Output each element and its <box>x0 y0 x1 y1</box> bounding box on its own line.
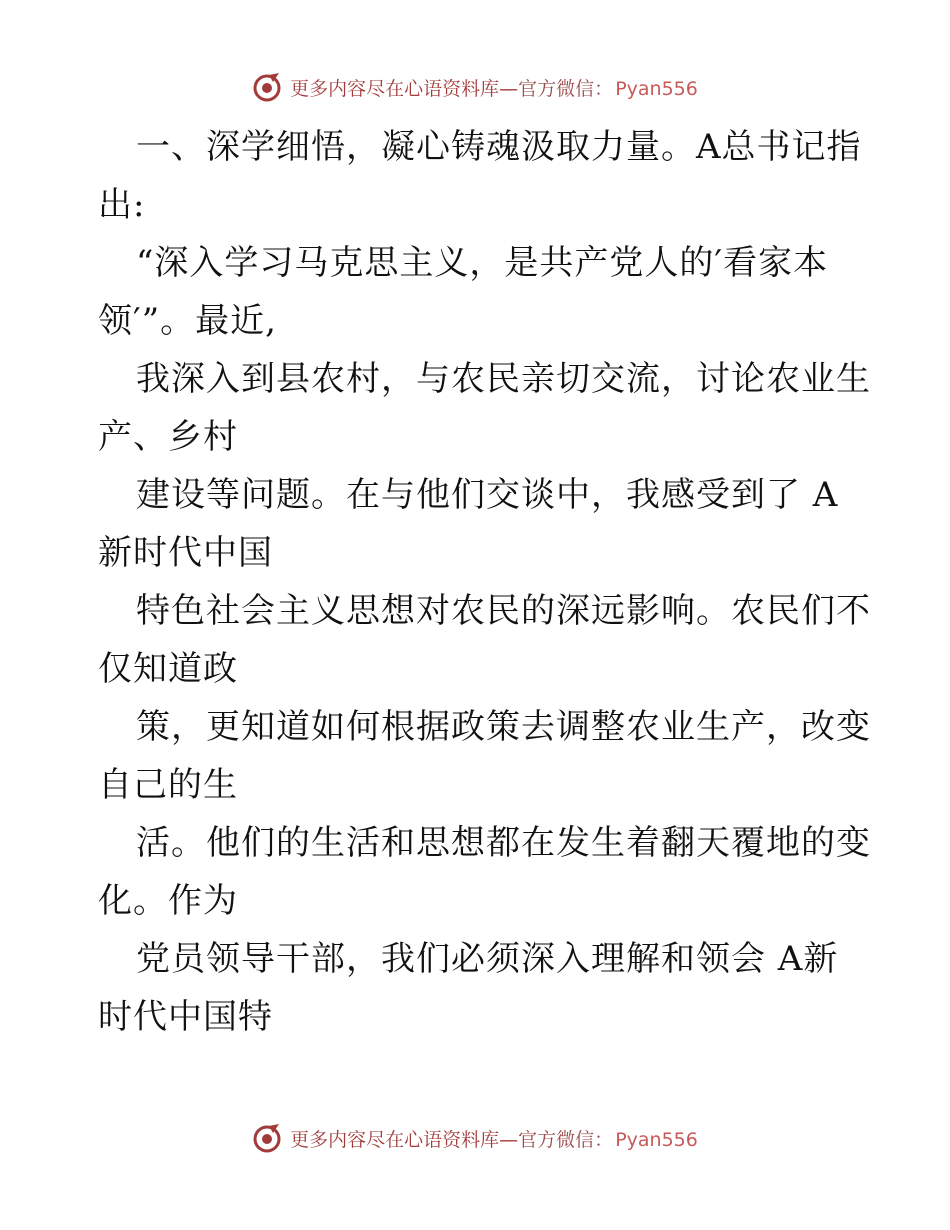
body-line: 仅知道政 <box>98 649 238 689</box>
body-line: 时代中国特 <box>98 997 273 1037</box>
quill-logo-icon <box>252 72 282 102</box>
watermark-wechat-id: Pyan556 <box>615 1128 698 1151</box>
document-body <box>98 118 871 1046</box>
watermark-wechat-label: 官方微信： <box>518 77 614 100</box>
body-line: 建设等问题。在与他们交谈中，我感受到了 A <box>136 475 839 515</box>
footer-watermark <box>0 1123 950 1153</box>
watermark-text <box>290 1125 698 1152</box>
body-line: 出: <box>98 185 146 225</box>
body-line: 化。作为 <box>98 881 238 921</box>
body-line: 党员领导干部，我们必须深入理解和领会 A新 <box>136 939 839 979</box>
watermark-brand: 更多内容尽在心语资料库 <box>290 1128 500 1151</box>
watermark-brand: 更多内容尽在心语资料库 <box>290 77 500 100</box>
watermark-text <box>290 74 698 101</box>
body-line: “深入学习马克思主义，是共产党人的′看家本 <box>136 243 829 283</box>
body-line: 活。他们的生活和思想都在发生着翻天覆地的变 <box>136 823 871 863</box>
body-line: 特色社会主义思想对农民的深远影响。农民们不 <box>136 591 871 631</box>
watermark-wechat-id: Pyan556 <box>615 77 698 100</box>
body-line: 自己的生 <box>98 765 238 805</box>
body-line: 我深入到县农村，与农民亲切交流，讨论农业生 <box>136 359 871 399</box>
body-line: 领′”。最近, <box>98 301 277 341</box>
header-watermark <box>0 72 950 102</box>
quill-logo-icon <box>252 1123 282 1153</box>
body-line: 一、深学细悟，凝心铸魂汲取力量。A总书记指 <box>136 127 862 167</box>
watermark-wechat-label: 官方微信： <box>518 1128 614 1151</box>
body-line: 产、乡村 <box>98 417 238 457</box>
body-line: 新时代中国 <box>98 533 273 573</box>
watermark-separator: — <box>499 1128 519 1151</box>
body-line: 策，更知道如何根据政策去调整农业生产，改变 <box>136 707 871 747</box>
watermark-separator: — <box>499 77 519 100</box>
